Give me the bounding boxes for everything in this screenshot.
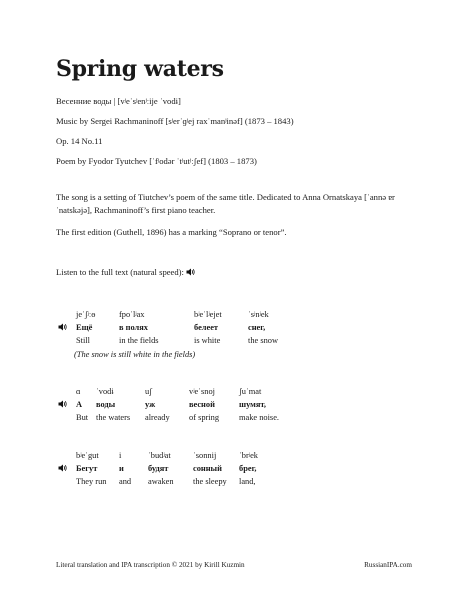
- russian-word: весной: [189, 400, 215, 409]
- ipa-word: fpoˈlʲax: [119, 310, 145, 319]
- speaker-icon[interactable]: [186, 268, 195, 276]
- english-word: already: [145, 413, 170, 422]
- ipa-word: bʲeˈgut: [76, 451, 99, 460]
- russian-word: воды: [96, 400, 116, 409]
- english-word: awaken: [148, 477, 174, 486]
- english-word: land,: [239, 477, 256, 486]
- ipa-word: ˈbudʲat: [148, 451, 171, 460]
- ipa-word: ˈsonnij: [193, 451, 217, 460]
- description-paragraph: The song is a setting of Tiutchev’s poem of the same title. Dedicated to Anna Ornatskaya [ˈannə ɐrˈnatskəjə], Rachmaninoff’s first piano teacher.: [56, 192, 395, 215]
- russian-title: Весенние воды | [vʲeˈsʲenʲːije ˈvodɨ]: [56, 96, 181, 106]
- ipa-word: ˈvodɨ: [96, 387, 114, 396]
- english-word: the snow: [248, 336, 279, 345]
- ipa-word: jeˈʃʲːɵ: [76, 310, 96, 319]
- english-word: the sleepy: [193, 477, 227, 486]
- russian-word: в полях: [119, 323, 148, 332]
- ipa-word: ˈsʲnʲek: [248, 310, 269, 319]
- russian-word: снег,: [248, 323, 266, 332]
- russian-word: и: [119, 464, 124, 473]
- russian-word: брег,: [239, 464, 257, 473]
- english-word: the waters: [96, 413, 131, 422]
- ipa-word: vʲeˈsnoj: [189, 387, 215, 396]
- russian-word: Бегут: [76, 464, 98, 473]
- copyright-footer: Literal translation and IPA transcription © 2021 by Kirill Kuzmin: [56, 561, 245, 569]
- stanza-note: (The snow is still white in the fields): [74, 350, 196, 359]
- english-word: is white: [194, 336, 221, 345]
- edition-note: The first edition (Guthell, 1896) has a marking “Soprano or tenor”.: [56, 227, 287, 237]
- ipa-word: uʃ: [145, 387, 152, 396]
- ipa-word: ʃuˈmat: [239, 387, 262, 396]
- poet-line: Poem by Fyodor Tyutchev [ˈfʲodər ˈtʲutʲːʃef] (1803 – 1873): [56, 156, 257, 166]
- russian-word: будят: [148, 464, 169, 473]
- english-word: make noise.: [239, 413, 280, 422]
- page-title: Spring waters: [56, 56, 224, 82]
- ipa-word: i: [119, 451, 122, 460]
- ipa-word: ˈbrʲek: [239, 451, 258, 460]
- english-word: in the fields: [119, 336, 159, 345]
- opus-line: Op. 14 No.11: [56, 136, 103, 146]
- listen-label: Listen to the full text (natural speed):: [56, 267, 184, 277]
- english-word: of spring: [189, 413, 220, 422]
- english-word: Still: [76, 336, 90, 345]
- english-word: But: [76, 413, 89, 422]
- english-word: and: [119, 477, 132, 486]
- russian-word: Ещё: [76, 323, 93, 332]
- russian-word: белеет: [194, 323, 219, 332]
- russian-word: шумят,: [239, 400, 266, 409]
- russian-word: уж: [145, 400, 156, 409]
- site-link[interactable]: RussianIPA.com: [364, 561, 412, 569]
- speaker-icon[interactable]: [58, 400, 67, 408]
- composer-line: Music by Sergei Rachmaninoff [sʲerˈɡʲej raxˈmanʲinəf] (1873 – 1843): [56, 116, 294, 126]
- speaker-icon[interactable]: [58, 323, 67, 331]
- russian-word: А: [76, 400, 83, 409]
- russian-word: сонный: [193, 464, 222, 473]
- english-word: They run: [76, 477, 107, 486]
- ipa-word: ɑ: [76, 387, 81, 396]
- speaker-icon[interactable]: [58, 464, 67, 472]
- ipa-word: bʲeˈlʲejet: [194, 310, 222, 319]
- listen-full-text: [56, 267, 195, 277]
